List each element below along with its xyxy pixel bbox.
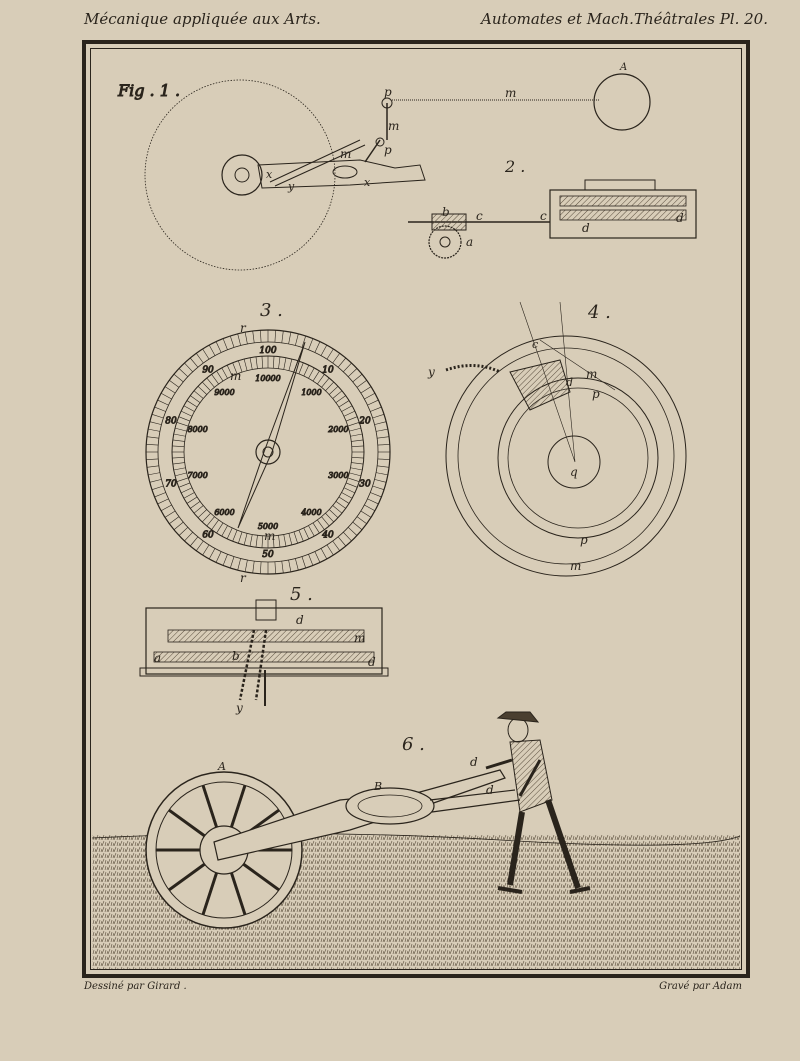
inner-tick bbox=[256, 535, 258, 547]
inner-tick bbox=[326, 513, 334, 522]
inner-tick bbox=[250, 358, 252, 370]
outer-tick bbox=[184, 532, 192, 541]
outer-tick bbox=[289, 560, 291, 572]
outer-tick bbox=[275, 330, 276, 342]
outer-number: 80 bbox=[165, 416, 177, 427]
inner-tick bbox=[348, 422, 359, 426]
inner-tick bbox=[173, 463, 185, 465]
fig6-label-B: B bbox=[374, 780, 383, 793]
outer-tick bbox=[155, 407, 166, 411]
fig5-title: 5 . bbox=[290, 584, 313, 605]
fig3-needle bbox=[238, 342, 305, 528]
outer-tick bbox=[209, 345, 215, 356]
outer-tick bbox=[238, 559, 241, 571]
inner-tick bbox=[329, 510, 338, 518]
inner-tick bbox=[344, 488, 355, 493]
outer-tick bbox=[302, 557, 306, 568]
inner-tick bbox=[222, 368, 228, 379]
inner-tick bbox=[352, 446, 364, 447]
outer-tick bbox=[209, 548, 215, 559]
fig6-title: 6 . bbox=[402, 734, 425, 755]
inner-tick bbox=[349, 428, 361, 431]
inner-tick bbox=[349, 473, 361, 476]
outer-tick bbox=[370, 492, 381, 496]
inner-tick bbox=[308, 526, 314, 537]
inner-tick bbox=[217, 371, 223, 381]
inner-tick bbox=[198, 510, 207, 518]
fig6-label-d-upper: d bbox=[470, 755, 478, 769]
outer-tick bbox=[161, 505, 172, 511]
fig6-counter-box bbox=[346, 788, 434, 824]
outer-number: 10 bbox=[322, 365, 334, 376]
fig4-label-y: y bbox=[428, 365, 435, 379]
outer-tick bbox=[146, 459, 158, 460]
outer-tick bbox=[327, 545, 333, 555]
fig2-label-c-right: c bbox=[540, 209, 547, 223]
inner-tick bbox=[174, 434, 186, 436]
fig5-lower-gear-train bbox=[154, 652, 374, 662]
outer-tick bbox=[357, 380, 367, 387]
fig4-label-p-lower: p bbox=[580, 533, 588, 547]
outer-tick bbox=[353, 374, 362, 382]
fig3-label-r-bottom: r bbox=[240, 571, 246, 585]
inner-tick bbox=[172, 457, 184, 458]
fig2-lower-rack bbox=[560, 210, 686, 220]
outer-tick bbox=[282, 331, 284, 343]
inner-tick bbox=[313, 523, 319, 533]
outer-tick bbox=[343, 363, 351, 372]
fig1-label-A: A bbox=[620, 62, 628, 73]
inner-tick bbox=[177, 422, 188, 426]
outer-tick bbox=[357, 517, 367, 524]
fig3-dial-inner-rim bbox=[172, 356, 364, 548]
inner-tick bbox=[233, 530, 237, 541]
inner-tick bbox=[336, 501, 346, 508]
inner-tick bbox=[344, 411, 355, 416]
outer-tick bbox=[377, 437, 389, 439]
outer-tick bbox=[150, 479, 162, 482]
inner-tick bbox=[342, 406, 353, 412]
fig1-lever-arm bbox=[258, 160, 425, 188]
fig5-top-boss bbox=[256, 600, 276, 620]
outer-tick bbox=[158, 499, 169, 504]
plate-footer-draftsman: Dessiné par Girard . bbox=[84, 981, 187, 992]
fig1-link bbox=[365, 140, 380, 162]
plate-header-title: Mécanique appliquée aux Arts. bbox=[84, 10, 321, 28]
fig4-label-d: d bbox=[566, 376, 574, 389]
inner-tick bbox=[177, 478, 188, 482]
inner-tick bbox=[179, 417, 190, 421]
fig4-outer-ring bbox=[446, 336, 686, 576]
fig2-label-c-left: c bbox=[476, 209, 483, 223]
outer-tick bbox=[184, 363, 192, 372]
inner-tick bbox=[190, 501, 200, 508]
fig4-title: 4 . bbox=[588, 302, 611, 323]
fig6-label-A: A bbox=[218, 760, 226, 773]
outer-tick bbox=[308, 554, 312, 565]
inner-number: 10000 bbox=[255, 374, 281, 383]
inner-tick bbox=[279, 357, 281, 369]
outer-tick bbox=[146, 444, 158, 445]
outer-tick bbox=[196, 541, 203, 551]
fig2-label-d-right: d bbox=[676, 211, 684, 225]
fig1-label-m-mid: m bbox=[388, 119, 400, 133]
fig3-label-r-top: r bbox=[240, 321, 246, 335]
outer-tick bbox=[289, 332, 291, 344]
fig5-label-a: a bbox=[154, 651, 162, 665]
inner-tick bbox=[202, 382, 210, 391]
outer-tick bbox=[321, 548, 327, 559]
outer-tick bbox=[295, 334, 298, 346]
inner-tick bbox=[250, 535, 252, 547]
fig2-title: 2 . bbox=[505, 157, 526, 176]
fig5-label-b: b bbox=[232, 649, 240, 663]
fig1-label-y: y bbox=[288, 180, 295, 193]
inner-number: 6000 bbox=[214, 507, 235, 517]
outer-tick bbox=[155, 492, 166, 496]
inner-number: 3000 bbox=[328, 470, 349, 480]
inner-tick bbox=[212, 520, 219, 530]
outer-tick bbox=[150, 422, 162, 425]
outer-tick bbox=[148, 473, 160, 475]
inner-tick bbox=[244, 359, 247, 371]
fig2-gear-a bbox=[429, 226, 461, 258]
outer-tick bbox=[158, 400, 169, 405]
figure-1 bbox=[117, 62, 650, 270]
fig2-label-d-left: d bbox=[582, 221, 590, 235]
outer-tick bbox=[230, 557, 234, 568]
outer-tick bbox=[375, 479, 387, 482]
fig3-dial-inner-scale bbox=[184, 368, 352, 536]
outer-tick bbox=[378, 459, 390, 460]
inner-tick bbox=[336, 396, 346, 403]
fig1-title: Fig . 1 . bbox=[118, 81, 181, 100]
outer-tick bbox=[364, 393, 375, 399]
fig4-middle-ring bbox=[498, 378, 658, 538]
inner-tick bbox=[317, 374, 324, 384]
outer-tick bbox=[327, 349, 333, 359]
outer-tick bbox=[376, 429, 388, 431]
outer-tick bbox=[253, 561, 255, 573]
inner-tick bbox=[351, 468, 363, 470]
outer-tick bbox=[368, 499, 379, 504]
inner-tick bbox=[256, 357, 258, 369]
inner-tick bbox=[352, 457, 364, 458]
inner-tick bbox=[346, 483, 357, 487]
fig1-large-wheel bbox=[145, 80, 335, 270]
outer-number: 70 bbox=[165, 479, 177, 490]
inner-tick bbox=[179, 483, 190, 487]
fig1-label-m-left: m bbox=[340, 147, 352, 161]
inner-tick bbox=[284, 535, 286, 547]
fig1-axle bbox=[235, 168, 249, 182]
inner-tick bbox=[244, 533, 247, 545]
outer-tick bbox=[378, 444, 390, 445]
inner-tick bbox=[333, 506, 342, 514]
inner-tick bbox=[348, 478, 359, 482]
inner-tick bbox=[333, 391, 342, 399]
outer-tick bbox=[364, 505, 375, 511]
fig4-label-c: c bbox=[532, 338, 539, 351]
outer-tick bbox=[147, 466, 159, 468]
outer-tick bbox=[190, 537, 198, 546]
inner-tick bbox=[329, 386, 338, 394]
fig4-label-q: q bbox=[570, 465, 578, 479]
outer-tick bbox=[216, 552, 221, 563]
outer-tick bbox=[315, 552, 320, 563]
inner-tick bbox=[207, 378, 215, 387]
fig2-upper-rack bbox=[560, 196, 686, 206]
outer-tick bbox=[333, 353, 340, 363]
fig4-cam bbox=[510, 360, 570, 410]
outer-tick bbox=[190, 358, 198, 367]
inner-tick bbox=[217, 523, 223, 533]
inner-tick bbox=[339, 497, 349, 503]
fig3-inner-ticks bbox=[172, 356, 364, 548]
inner-tick bbox=[284, 358, 286, 370]
inner-tick bbox=[304, 528, 309, 539]
inner-tick bbox=[351, 434, 363, 436]
fig4-hub bbox=[548, 436, 600, 488]
fig1-label-m-top: m bbox=[505, 86, 517, 100]
inner-tick bbox=[187, 497, 197, 503]
inner-tick bbox=[173, 440, 185, 442]
outer-number: 40 bbox=[322, 530, 334, 541]
outer-tick bbox=[343, 532, 351, 541]
inner-tick bbox=[175, 473, 187, 476]
outer-tick bbox=[174, 374, 183, 382]
inner-tick bbox=[202, 513, 210, 522]
inner-tick bbox=[227, 528, 232, 539]
inner-tick bbox=[289, 359, 292, 371]
inner-tick bbox=[313, 371, 319, 381]
fig5-label-m: m bbox=[354, 631, 366, 645]
outer-tick bbox=[230, 336, 234, 347]
inner-tick bbox=[181, 488, 192, 493]
inner-tick bbox=[294, 532, 298, 543]
outer-tick bbox=[368, 400, 379, 405]
outer-tick bbox=[165, 387, 175, 393]
inner-tick bbox=[190, 396, 200, 403]
outer-tick bbox=[253, 331, 255, 343]
inner-tick bbox=[194, 391, 203, 399]
outer-number: 100 bbox=[259, 346, 277, 356]
figure-4 bbox=[427, 302, 686, 576]
fig3-label-m-upper: m bbox=[230, 369, 242, 383]
inner-number: 9000 bbox=[214, 388, 235, 398]
outer-tick bbox=[282, 561, 284, 573]
fig2-label-a: a bbox=[466, 235, 474, 249]
fig2-gear-hub bbox=[440, 237, 450, 247]
plate-footer-engraver: Gravé par Adam bbox=[659, 981, 742, 992]
inner-tick bbox=[339, 401, 349, 407]
inner-tick bbox=[326, 382, 334, 391]
inner-tick bbox=[273, 356, 274, 368]
fig5-label-y: y bbox=[236, 701, 243, 715]
outer-tick bbox=[179, 368, 188, 376]
outer-tick bbox=[196, 353, 203, 363]
fig1-pivot bbox=[333, 166, 357, 178]
outer-tick bbox=[333, 541, 340, 551]
inner-tick bbox=[308, 368, 314, 379]
fig2-label-b: b bbox=[442, 205, 450, 219]
inner-tick bbox=[262, 356, 263, 368]
outer-tick bbox=[174, 522, 183, 530]
outer-number: 90 bbox=[202, 365, 214, 376]
fig1-hub bbox=[222, 155, 262, 195]
outer-tick bbox=[338, 537, 346, 546]
inner-number: 1000 bbox=[301, 388, 322, 398]
fig1-label-p-low: p bbox=[384, 143, 392, 157]
inner-number: 2000 bbox=[328, 425, 349, 435]
outer-tick bbox=[203, 545, 209, 555]
outer-tick bbox=[315, 342, 320, 353]
outer-tick bbox=[161, 393, 172, 399]
inner-tick bbox=[322, 378, 330, 387]
outer-number: 50 bbox=[262, 550, 274, 560]
inner-tick bbox=[262, 536, 263, 548]
inner-number: 4000 bbox=[301, 507, 322, 517]
fig1-label-x-left: x bbox=[266, 168, 273, 181]
figure-6 bbox=[92, 712, 740, 969]
inner-tick bbox=[279, 535, 281, 547]
inner-tick bbox=[194, 506, 203, 514]
outer-tick bbox=[275, 562, 276, 574]
outer-tick bbox=[370, 407, 381, 411]
outer-tick bbox=[223, 554, 227, 565]
outer-tick bbox=[373, 486, 384, 490]
outer-tick bbox=[203, 349, 209, 359]
inner-number: 7000 bbox=[187, 470, 208, 480]
inner-tick bbox=[299, 363, 303, 374]
outer-tick bbox=[377, 466, 389, 468]
inner-tick bbox=[174, 468, 186, 470]
fig5-label-d-top: d bbox=[296, 613, 304, 627]
outer-tick bbox=[216, 342, 221, 353]
inner-tick bbox=[181, 411, 192, 416]
outer-tick bbox=[223, 339, 227, 350]
fig1-pulley-low bbox=[376, 138, 384, 146]
outer-tick bbox=[375, 422, 387, 425]
outer-tick bbox=[376, 473, 388, 475]
outer-tick bbox=[348, 368, 357, 376]
figure-2 bbox=[408, 157, 696, 258]
fig5-label-d-right: d bbox=[368, 655, 376, 669]
outer-tick bbox=[348, 527, 357, 535]
inner-tick bbox=[222, 526, 228, 537]
outer-number: 20 bbox=[359, 416, 371, 427]
fig1-label-x-right: x bbox=[364, 176, 371, 189]
outer-tick bbox=[295, 559, 298, 571]
plate-header-series: Automates et Mach.Théâtrales Pl. 20. bbox=[481, 10, 768, 28]
inner-tick bbox=[207, 517, 215, 526]
fig1-disc-A bbox=[594, 74, 650, 130]
fig6-label-d-lower: d bbox=[486, 783, 494, 797]
outer-tick bbox=[165, 511, 175, 517]
inner-tick bbox=[346, 417, 357, 421]
fig3-title: 3 . bbox=[260, 300, 283, 321]
fig2-top-bracket bbox=[585, 180, 655, 190]
outer-tick bbox=[353, 522, 362, 530]
inner-tick bbox=[289, 533, 292, 545]
inner-tick bbox=[351, 463, 363, 465]
inner-tick bbox=[212, 374, 219, 384]
inner-tick bbox=[322, 517, 330, 526]
outer-tick bbox=[152, 414, 163, 418]
figure-5 bbox=[140, 584, 388, 715]
fig1-label-p-top: p bbox=[384, 85, 392, 99]
fig4-cord bbox=[446, 365, 500, 372]
outer-tick bbox=[373, 414, 384, 418]
inner-tick bbox=[175, 428, 187, 431]
inner-tick bbox=[342, 492, 353, 498]
inner-tick bbox=[184, 492, 195, 498]
inner-number: 8000 bbox=[187, 425, 208, 435]
fig4-label-m-upper: m bbox=[586, 367, 598, 381]
outer-tick bbox=[321, 345, 327, 356]
inner-tick bbox=[317, 520, 324, 530]
inner-number: 5000 bbox=[257, 522, 279, 531]
outer-tick bbox=[147, 437, 159, 439]
outer-tick bbox=[308, 339, 312, 350]
outer-tick bbox=[179, 527, 188, 535]
outer-tick bbox=[361, 511, 371, 517]
inner-tick bbox=[351, 440, 363, 442]
outer-number: 60 bbox=[202, 530, 214, 541]
fig3-inner-numbers bbox=[187, 374, 348, 531]
outer-tick bbox=[361, 387, 371, 393]
outer-tick bbox=[169, 380, 179, 387]
outer-tick bbox=[152, 486, 163, 490]
inner-tick bbox=[198, 386, 207, 394]
inner-tick bbox=[304, 365, 309, 376]
outer-tick bbox=[148, 429, 160, 431]
outer-number: 30 bbox=[359, 479, 371, 490]
outer-tick bbox=[238, 334, 241, 346]
outer-tick bbox=[169, 517, 179, 524]
fig3-label-m-lower: m bbox=[264, 529, 276, 543]
inner-tick bbox=[238, 532, 242, 543]
outer-tick bbox=[260, 562, 261, 574]
outer-tick bbox=[260, 330, 261, 342]
inner-tick bbox=[187, 401, 197, 407]
inner-tick bbox=[299, 530, 303, 541]
inner-tick bbox=[184, 406, 195, 412]
outer-tick bbox=[338, 358, 346, 367]
fig4-label-p-upper: p bbox=[592, 387, 600, 401]
fig4-label-m-lower: m bbox=[570, 559, 582, 573]
figure-3 bbox=[146, 300, 390, 585]
inner-tick bbox=[172, 446, 184, 447]
